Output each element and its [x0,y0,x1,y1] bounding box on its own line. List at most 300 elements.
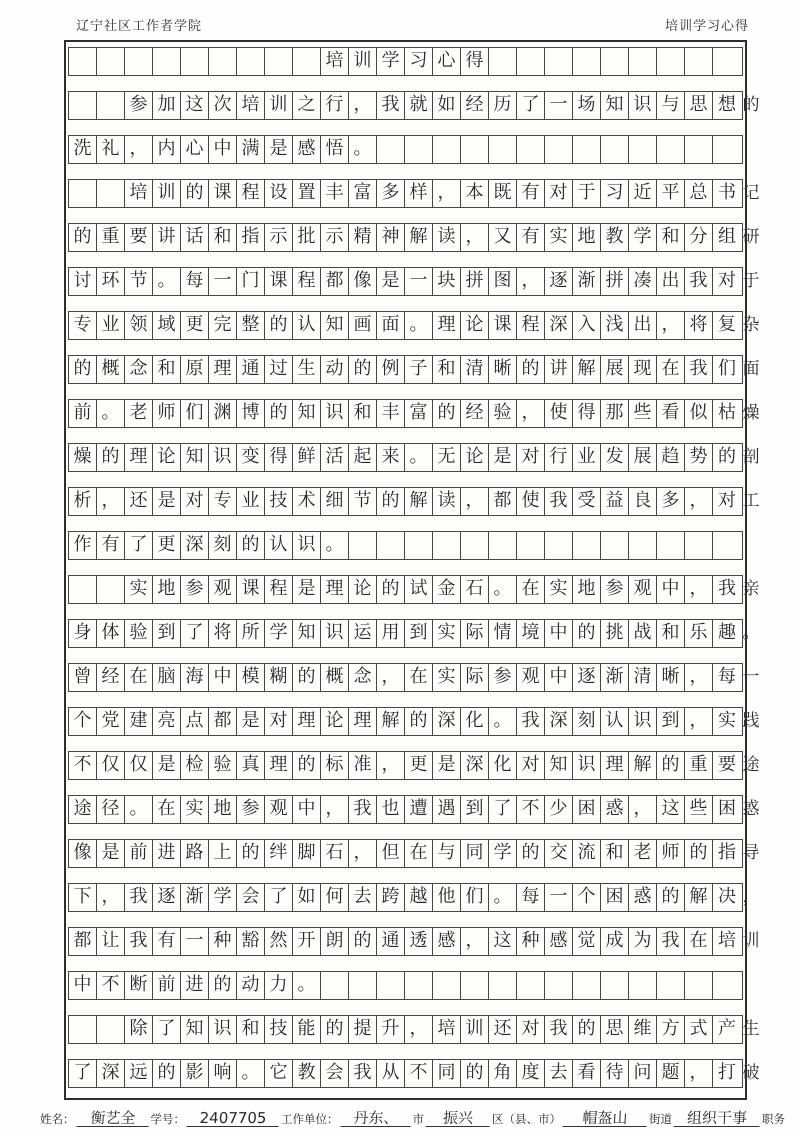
char-cell: 将 [209,620,237,647]
char-cell: 但 [377,840,405,867]
char-cell: 前 [69,400,97,427]
char-cell: 在 [153,796,181,823]
char-cell: 又 [489,224,517,251]
char-cell: 同 [433,1060,461,1087]
char-cell [405,972,433,999]
char-cell: 的 [293,752,321,779]
char-cell: 分 [685,224,713,251]
char-cell [713,48,741,75]
char-cell: 了 [69,1060,97,1087]
document-type-label: 培训学习心得 [664,18,749,33]
grid-row [68,971,743,1000]
char-cell: 起 [349,444,377,471]
page-header [0,0,799,40]
char-cell: 。 [489,708,517,735]
char-cell: 党 [97,708,125,735]
char-cell: 课 [209,180,237,207]
char-cell: 在 [685,928,713,955]
char-cell [433,972,461,999]
char-cell: 。 [321,532,349,559]
char-cell: 认 [265,532,293,559]
char-cell [97,576,125,603]
street-value: 帽盔山 [563,1110,648,1127]
char-cell: 理 [265,752,293,779]
char-cell: 培 [718,930,736,951]
char-cell: 重 [97,224,125,251]
char-cell [377,972,405,999]
char-cell: 还 [489,1016,517,1043]
char-cell: 识 [321,620,349,647]
char-cell: 有 [97,532,125,559]
char-cell: 我 [349,1060,377,1087]
char-cell: 升 [377,1016,405,1043]
char-cell: 验 [489,400,517,427]
grid-row [68,135,743,164]
char-cell: 会 [321,1060,349,1087]
char-cell: 进 [181,972,209,999]
char-cell: 和 [601,840,629,867]
char-cell: ， [629,796,657,823]
char-cell: 晰 [489,356,517,383]
char-cell: 经 [97,664,125,691]
char-cell: 。 [405,312,433,339]
char-cell: ， [517,268,545,295]
char-cell: 乐 [685,620,713,647]
char-cell: 课 [265,268,293,295]
char-cell: 我 [657,928,685,955]
char-cell [377,532,405,559]
char-cell: 析 [69,488,97,515]
char-cell: 更 [405,752,433,779]
grid-row [68,487,760,516]
char-cell: 概 [97,356,125,383]
char-cell: 和 [209,224,237,251]
char-cell [545,532,573,559]
char-cell: 域 [153,312,181,339]
char-cell: 念 [125,356,153,383]
char-cell: 脑 [153,664,181,691]
char-cell [685,136,713,163]
grid-row [68,399,760,428]
char-cell: 对 [265,708,293,735]
char-cell: 知 [545,752,573,779]
char-cell: 识 [629,92,657,119]
char-cell: 不 [405,1060,433,1087]
char-cell: 的 [517,840,545,867]
grid-row [68,355,760,384]
char-cell: 在 [657,356,685,383]
char-cell: 。 [125,796,153,823]
char-cell: 实 [181,796,209,823]
char-cell: 观 [265,796,293,823]
char-cell: 的 [461,1060,489,1087]
char-cell: 出 [657,268,685,295]
char-cell [713,136,741,163]
position-label: 职务 [762,1114,785,1126]
char-cell: ， [97,488,125,515]
char-cell: 挑 [601,620,629,647]
char-cell: 打 [718,1062,736,1083]
char-cell: 我 [517,708,545,735]
char-cell: 绊 [265,840,293,867]
char-cell: 的 [237,840,265,867]
char-cell: 入 [573,312,601,339]
char-cell: 不 [97,972,125,999]
char-cell: 和 [349,400,377,427]
char-cell: ， [657,312,685,339]
char-cell [69,48,97,75]
char-cell: 前 [153,972,181,999]
char-cell: 感 [545,928,573,955]
char-cell: 书 [718,182,736,203]
char-cell: 认 [601,708,629,735]
char-cell: 我 [685,268,713,295]
char-cell: 解 [629,752,657,779]
char-cell: 课 [237,576,265,603]
char-cell: 影 [181,1060,209,1087]
char-cell: 益 [601,488,629,515]
char-cell: 维 [629,1016,657,1043]
char-cell: ， [685,576,713,603]
char-cell: 学 [489,840,517,867]
char-cell [657,532,685,559]
char-cell: 到 [153,620,181,647]
char-cell: 的 [685,840,713,867]
char-cell: 趣 [718,622,736,643]
char-cell: 是 [153,488,181,515]
char-cell: 习 [601,180,629,207]
char-cell: 检 [181,752,209,779]
char-cell: 生 [293,356,321,383]
char-cell: ， [517,400,545,427]
char-cell: 径 [97,796,125,823]
char-cell [545,972,573,999]
char-cell: 真 [237,752,265,779]
char-cell: 仅 [125,752,153,779]
char-cell [489,48,517,75]
char-cell: 得 [461,48,489,75]
char-cell [545,136,573,163]
char-cell: 节 [125,268,153,295]
char-cell: 开 [293,928,321,955]
char-cell: 深 [181,532,209,559]
char-cell [601,532,629,559]
grid-row [68,267,760,296]
char-cell [461,136,489,163]
margin-overflow-char: 导 [742,843,760,863]
char-cell: 发 [601,444,629,471]
char-cell: 亮 [153,708,181,735]
char-cell: 一 [209,268,237,295]
char-cell: 对 [517,752,545,779]
char-cell: ， [685,1060,713,1087]
char-cell: 渐 [181,884,209,911]
char-cell: 洗 [69,136,97,163]
margin-overflow-char: 工 [742,491,760,511]
char-cell: 近 [629,180,657,207]
char-cell: 了 [181,620,209,647]
char-cell: 程 [293,268,321,295]
char-cell: 力 [265,972,293,999]
char-cell: 产 [718,1018,736,1039]
char-cell [125,48,153,75]
char-cell: 中 [209,664,237,691]
char-cell: 和 [657,224,685,251]
margin-overflow-char: 杂 [742,315,760,335]
student-id-label: 学号： [150,1114,185,1126]
char-cell: 清 [461,356,489,383]
char-cell: 少 [545,796,573,823]
char-cell: 知 [181,1016,209,1043]
char-cell: 一 [545,884,573,911]
char-cell [489,532,517,559]
char-cell: 得 [265,444,293,471]
char-cell: 一 [545,92,573,119]
grid-sheet [64,40,760,1100]
char-cell: 参 [489,664,517,691]
char-cell: 逐 [153,884,181,911]
char-cell: 我 [545,488,573,515]
char-cell: 一 [405,268,433,295]
char-cell: 博 [237,400,265,427]
char-cell: 深 [433,708,461,735]
margin-overflow-char: 训 [742,931,760,951]
char-cell: 论 [461,444,489,471]
char-cell: 个 [573,884,601,911]
char-cell: 学 [265,620,293,647]
char-cell: 越 [405,884,433,911]
char-cell [405,136,433,163]
char-cell: 刻 [573,708,601,735]
char-cell: 断 [125,972,153,999]
char-cell: 像 [69,840,97,867]
char-cell: 行 [545,444,573,471]
char-cell: 身 [69,620,97,647]
char-cell: 同 [461,840,489,867]
char-cell: 从 [377,1060,405,1087]
char-cell: 成 [601,928,629,955]
char-cell: 程 [265,576,293,603]
char-cell: 刻 [209,532,237,559]
char-cell: 实 [433,664,461,691]
char-cell: 了 [489,796,517,823]
char-cell: 要 [718,754,736,775]
char-cell: 领 [125,312,153,339]
char-cell: 远 [125,1060,153,1087]
char-cell: 遇 [433,796,461,823]
char-cell: 朗 [321,928,349,955]
institution-name: 辽宁社区工作者学院 [76,18,203,33]
char-cell: 题 [657,1060,685,1087]
char-cell: 原 [181,356,209,383]
char-cell: ， [321,796,349,823]
char-cell: 糊 [265,664,293,691]
char-cell: 个 [69,708,97,735]
char-cell: 实 [433,620,461,647]
char-cell: 技 [265,1016,293,1043]
char-cell: 富 [349,180,377,207]
char-cell: 训 [349,48,377,75]
char-cell: 多 [657,488,685,515]
char-cell: 论 [349,576,377,603]
char-cell: 平 [657,180,685,207]
char-cell: 我 [718,578,736,599]
char-cell: 技 [265,488,293,515]
char-cell: 理 [293,708,321,735]
char-cell: 都 [489,488,517,515]
char-cell: 这 [657,796,685,823]
char-cell: 石 [321,840,349,867]
char-cell: 到 [405,620,433,647]
char-cell: 论 [461,312,489,339]
char-cell: 中 [209,136,237,163]
char-cell: 总 [685,180,713,207]
char-cell: 画 [349,312,377,339]
char-cell: 的 [377,488,405,515]
char-cell [97,92,125,119]
char-cell: 讲 [545,356,573,383]
char-cell: 的 [181,180,209,207]
char-cell: 上 [209,840,237,867]
char-cell: 解 [405,488,433,515]
char-cell: 。 [237,1060,265,1087]
char-cell: 。 [405,444,433,471]
char-cell: 培 [237,92,265,119]
char-cell: 枯 [718,402,736,423]
char-cell: ， [377,664,405,691]
char-cell: 和 [153,356,181,383]
char-cell: 仅 [97,752,125,779]
char-cell: 知 [181,444,209,471]
char-cell: 让 [97,928,125,955]
char-cell: 概 [321,664,349,691]
char-cell: 都 [69,928,97,955]
char-cell: 中 [293,796,321,823]
char-cell: 运 [349,620,377,647]
char-cell: 和 [657,620,685,647]
char-cell: 的 [293,664,321,691]
char-cell: 势 [685,444,713,471]
char-cell: 困 [573,796,601,823]
char-cell: 逐 [545,268,573,295]
char-cell: 。 [349,136,377,163]
char-cell: 教 [601,224,629,251]
char-cell: 于 [573,180,601,207]
grid-row [68,1015,760,1044]
char-cell: 际 [461,620,489,647]
char-cell: 认 [293,312,321,339]
char-cell: 讲 [153,224,181,251]
char-cell: 参 [237,796,265,823]
char-cell: 模 [237,664,265,691]
char-cell: 的 [517,356,545,383]
char-cell [657,136,685,163]
char-cell: 识 [321,400,349,427]
char-cell: 每 [718,666,736,687]
char-cell [685,532,713,559]
char-cell: 活 [321,444,349,471]
char-cell: 知 [293,620,321,647]
char-cell: 的 [265,400,293,427]
char-cell: 既 [489,180,517,207]
char-cell: 战 [629,620,657,647]
char-cell: 读 [433,488,461,515]
char-cell: 我 [377,92,405,119]
grid-row [68,663,760,692]
char-cell: 都 [209,708,237,735]
char-cell: 读 [433,224,461,251]
char-cell: 境 [517,620,545,647]
char-cell: 渊 [209,400,237,427]
char-cell: 指 [237,224,265,251]
char-cell [573,136,601,163]
char-cell: 每 [517,884,545,911]
char-cell [293,48,321,75]
char-cell [573,532,601,559]
char-cell: 交 [545,840,573,867]
char-cell: 浅 [601,312,629,339]
char-cell: 的 [349,356,377,383]
char-cell: 的 [573,620,601,647]
char-cell: 的 [153,1060,181,1087]
char-cell: 清 [629,664,657,691]
margin-overflow-char: 于 [742,271,760,291]
char-cell [685,972,713,999]
char-cell: 困 [601,884,629,911]
char-cell: 变 [237,444,265,471]
char-cell: 样 [405,180,433,207]
char-cell: 受 [573,488,601,515]
char-cell: 作 [69,532,97,559]
char-cell: 块 [433,268,461,295]
grid-row [68,619,760,648]
work-unit-label: 工作单位： [281,1114,339,1126]
char-cell: 为 [629,928,657,955]
grid-row [68,91,760,120]
char-cell: 似 [685,400,713,427]
char-cell: 然 [265,928,293,955]
char-cell: 专 [69,312,97,339]
char-cell: 点 [181,708,209,735]
char-cell: 的 [209,972,237,999]
char-cell: 中 [657,576,685,603]
char-cell: ， [349,840,377,867]
char-cell: 地 [153,576,181,603]
char-cell: 想 [718,94,736,115]
char-cell: 跨 [377,884,405,911]
char-cell [685,48,713,75]
char-cell: 试 [405,576,433,603]
char-cell: 识 [573,752,601,779]
char-cell: 在 [125,664,153,691]
char-cell: 前 [125,840,153,867]
margin-overflow-char: 面 [742,359,760,379]
char-cell: 学 [209,884,237,911]
char-cell: 在 [405,840,433,867]
char-cell: 。 [153,268,181,295]
char-cell: 地 [573,224,601,251]
char-cell: 术 [293,488,321,515]
char-cell: 培 [433,1016,461,1043]
char-cell: 现 [629,356,657,383]
char-cell [601,136,629,163]
char-cell: 训 [153,180,181,207]
char-cell: 环 [97,268,125,295]
char-cell [517,136,545,163]
char-cell: 式 [685,1016,713,1043]
char-cell [405,532,433,559]
grid-row [68,927,760,956]
